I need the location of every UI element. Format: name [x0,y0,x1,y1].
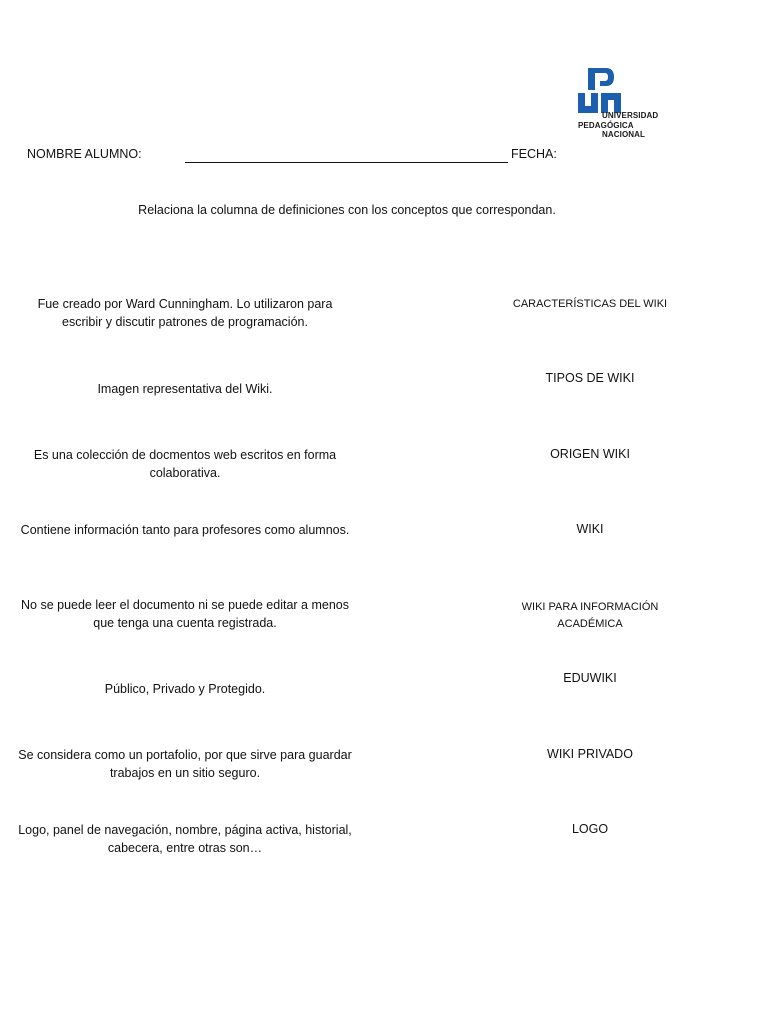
logo-text-line2: PEDAGÓGICA [578,120,634,130]
definition-1: Fue creado por Ward Cunningham. Lo utilizaron para escribir y discutir patrones de programación. [37,297,333,329]
concept-4: WIKI [576,522,604,536]
concept-6: EDUWIKI [563,671,617,685]
concept-8: LOGO [571,822,609,836]
concept-7: WIKI PRIVADO [547,747,633,761]
concept-5: WIKI PARA INFORMACIÓN ACADÉMICA [521,601,659,630]
concept-1: CARACTERÍSTICAS DEL WIKI [512,298,668,310]
nombre-alumno-label: NOMBRE ALUMNO: [27,147,142,161]
nombre-alumno-blank-line[interactable] [185,162,508,163]
definition-6: Público, Privado y Protegido. [104,682,266,696]
fecha-label: FECHA: [511,147,557,161]
upn-logo [576,68,668,140]
logo-text-line3: NACIONAL [602,130,646,139]
logo-text-line1: UNIVERSIDAD [602,111,659,120]
instruction-text: Relaciona la columna de definiciones con los conceptos que correspondan. [138,203,556,217]
concept-2: TIPOS DE WIKI [545,371,635,385]
definition-2: Imagen representativa del Wiki. [97,382,273,396]
definition-3: Es una colección de docmentos web escritos en forma colaborativa. [33,448,337,480]
concept-3: ORIGEN WIKI [550,447,630,461]
definition-5: No se puede leer el documento ni se puede editar a menos que tenga una cuenta registrada. [21,598,349,630]
definition-4: Contiene información tanto para profesores como alumnos. [20,523,350,537]
definition-7: Se considera como un portafolio, por que sirve para guardar trabajos en un sitio seguro. [18,748,352,780]
definition-8: Logo, panel de navegación, nombre, página activa, historial, cabecera, entre otras son… [18,823,352,855]
